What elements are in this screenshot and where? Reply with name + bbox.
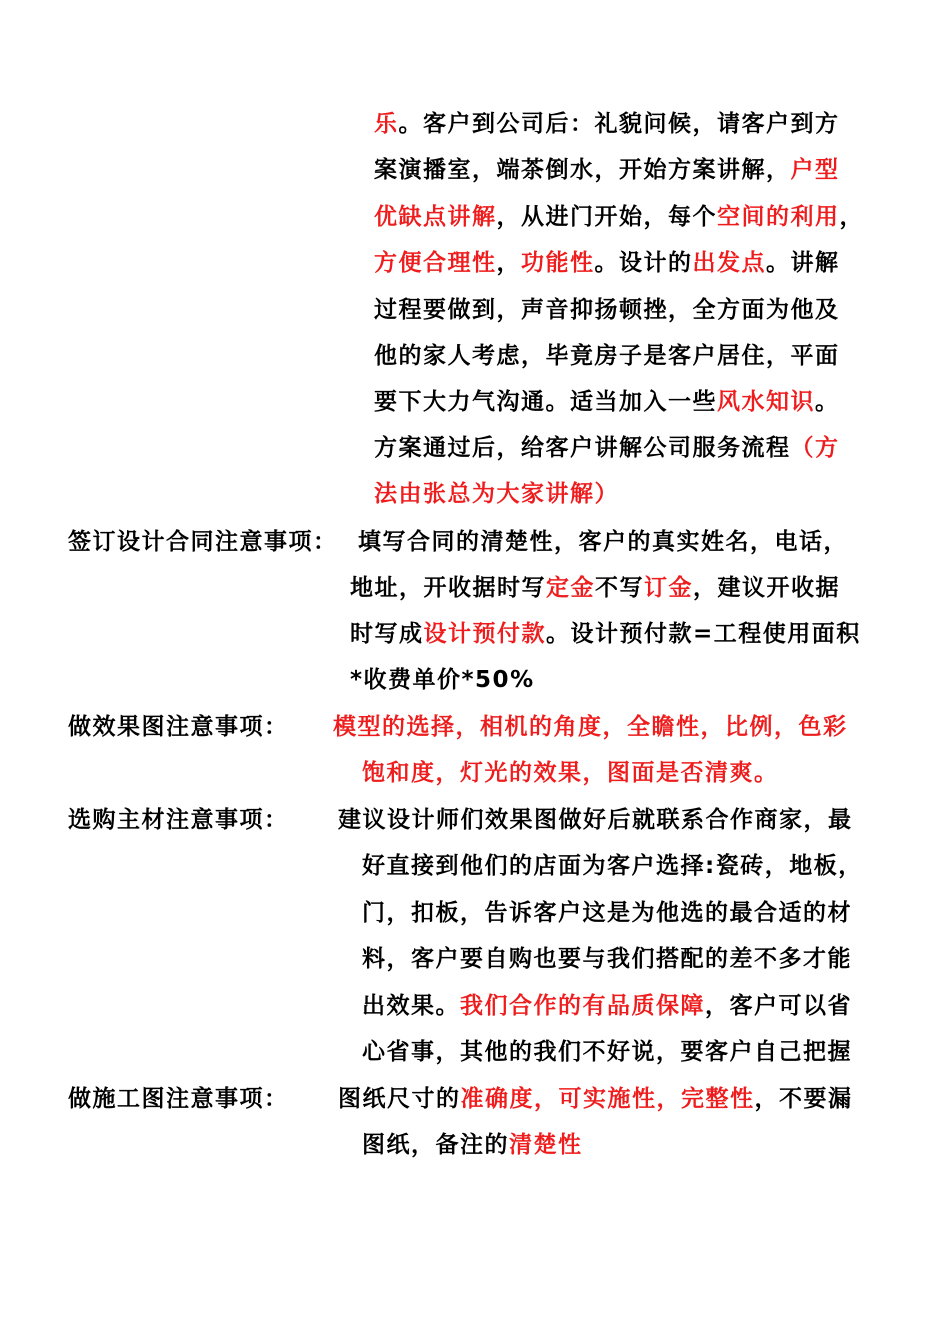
body-text: ， bbox=[839, 204, 864, 230]
body-text: 填写合同的清楚性，客户的真实姓名，电话， bbox=[358, 529, 848, 555]
body-text: 。 bbox=[815, 389, 840, 415]
paragraph-line bbox=[362, 750, 779, 796]
body-text: ，客户可以省 bbox=[705, 993, 852, 1019]
section-heading: 做施工图注意事项： bbox=[68, 1086, 289, 1112]
highlighted-text: 清楚性 bbox=[509, 1132, 583, 1158]
highlighted-text: 乐 bbox=[374, 111, 399, 137]
paragraph-line bbox=[374, 471, 619, 517]
paragraph-line bbox=[362, 1029, 852, 1075]
highlighted-text: 饱和度，灯光的效果，图面是否清爽。 bbox=[362, 760, 779, 786]
highlighted-text: 户型 bbox=[790, 157, 840, 183]
paragraph-line bbox=[362, 983, 852, 1029]
paragraph-line bbox=[374, 240, 840, 286]
highlighted-text: 空间的利用 bbox=[717, 204, 840, 230]
paragraph-line bbox=[362, 843, 863, 889]
highlighted-text: 功能性 bbox=[521, 250, 595, 276]
body-text: 门，扣板，告诉客户这是为他选的最合适的材 bbox=[362, 900, 852, 926]
paragraph-line bbox=[374, 379, 840, 425]
body-text: ，建议开收据 bbox=[693, 575, 840, 601]
highlighted-text: 我们合作的有品质保障 bbox=[460, 993, 705, 1019]
paragraph-line bbox=[350, 611, 861, 657]
paragraph-line bbox=[374, 287, 840, 333]
body-text: ，不要漏 bbox=[754, 1086, 853, 1112]
paragraph-line bbox=[338, 797, 853, 843]
body-text: 。设计预付款=工程使用面积 bbox=[546, 621, 861, 647]
paragraph-line bbox=[374, 425, 840, 471]
body-text: *收费单价*50% bbox=[350, 667, 535, 693]
highlighted-text: 优缺点讲解 bbox=[374, 204, 497, 230]
body-text: 他的家人考虑，毕竟房子是客户居住，平面 bbox=[374, 343, 840, 369]
body-text: 。客户到公司后：礼貌问候，请客户到方 bbox=[398, 111, 840, 137]
body-text: 不写 bbox=[595, 575, 644, 601]
highlighted-text: 准确度，可实施性，完整性 bbox=[460, 1086, 755, 1112]
paragraph-line bbox=[350, 565, 840, 611]
body-text: 案演播室，端茶倒水，开始方案讲解， bbox=[374, 157, 791, 183]
body-text: 图纸，备注的 bbox=[362, 1132, 509, 1158]
body-text: 。设计的 bbox=[594, 250, 693, 276]
paragraph-line bbox=[362, 936, 852, 982]
highlighted-text: 设计预付款 bbox=[423, 621, 546, 647]
highlighted-text: （方 bbox=[790, 435, 840, 461]
paragraph-line bbox=[362, 890, 852, 936]
body-text: 料，客户要自购也要与我们搭配的差不多才能 bbox=[362, 946, 852, 972]
highlighted-text: 模型的选择，相机的角度，全瞻性，比例，色彩 bbox=[333, 714, 848, 740]
paragraph-line bbox=[374, 101, 840, 147]
body-text: 建议设计师们效果图做好后就联系合作商家，最 bbox=[338, 807, 853, 833]
paragraph-line bbox=[374, 194, 864, 240]
body-text: 图纸尺寸的 bbox=[338, 1086, 461, 1112]
body-text: 过程要做到，声音抑扬顿挫，全方面为他及 bbox=[374, 297, 840, 323]
highlighted-text: 法由张总为大家讲解） bbox=[374, 481, 619, 507]
body-text: 心省事，其他的我们不好说，要客户自己把握 bbox=[362, 1039, 852, 1065]
highlighted-text: 出发点 bbox=[692, 250, 766, 276]
paragraph-line bbox=[362, 1122, 583, 1168]
body-text: ， bbox=[496, 250, 521, 276]
body-text: 方案通过后，给客户讲解公司服务流程 bbox=[374, 435, 791, 461]
body-text: 要下大力气沟通。适当加入一些 bbox=[374, 389, 717, 415]
section-heading: 选购主材注意事项： bbox=[68, 807, 289, 833]
body-text: 。讲解 bbox=[766, 250, 840, 276]
body-text: 好直接到他们的店面为客户选择:瓷砖，地板， bbox=[362, 853, 863, 879]
body-text: 时写成 bbox=[350, 621, 424, 647]
paragraph-line bbox=[350, 657, 535, 703]
highlighted-text: 订金 bbox=[644, 575, 693, 601]
paragraph-line bbox=[374, 333, 840, 379]
highlighted-text: 风水知识 bbox=[717, 389, 815, 415]
highlighted-text: 定金 bbox=[546, 575, 595, 601]
paragraph-line bbox=[333, 704, 848, 750]
section-heading: 做效果图注意事项： bbox=[68, 714, 289, 740]
body-text: ，从进门开始，每个 bbox=[496, 204, 717, 230]
paragraph-line bbox=[358, 519, 848, 565]
section-heading: 签订设计合同注意事项： bbox=[68, 529, 338, 555]
paragraph-line bbox=[338, 1076, 853, 1122]
body-text: 出效果。 bbox=[362, 993, 460, 1019]
body-text: 地址，开收据时写 bbox=[350, 575, 546, 601]
highlighted-text: 方便合理性 bbox=[374, 250, 497, 276]
paragraph-line bbox=[374, 147, 840, 193]
